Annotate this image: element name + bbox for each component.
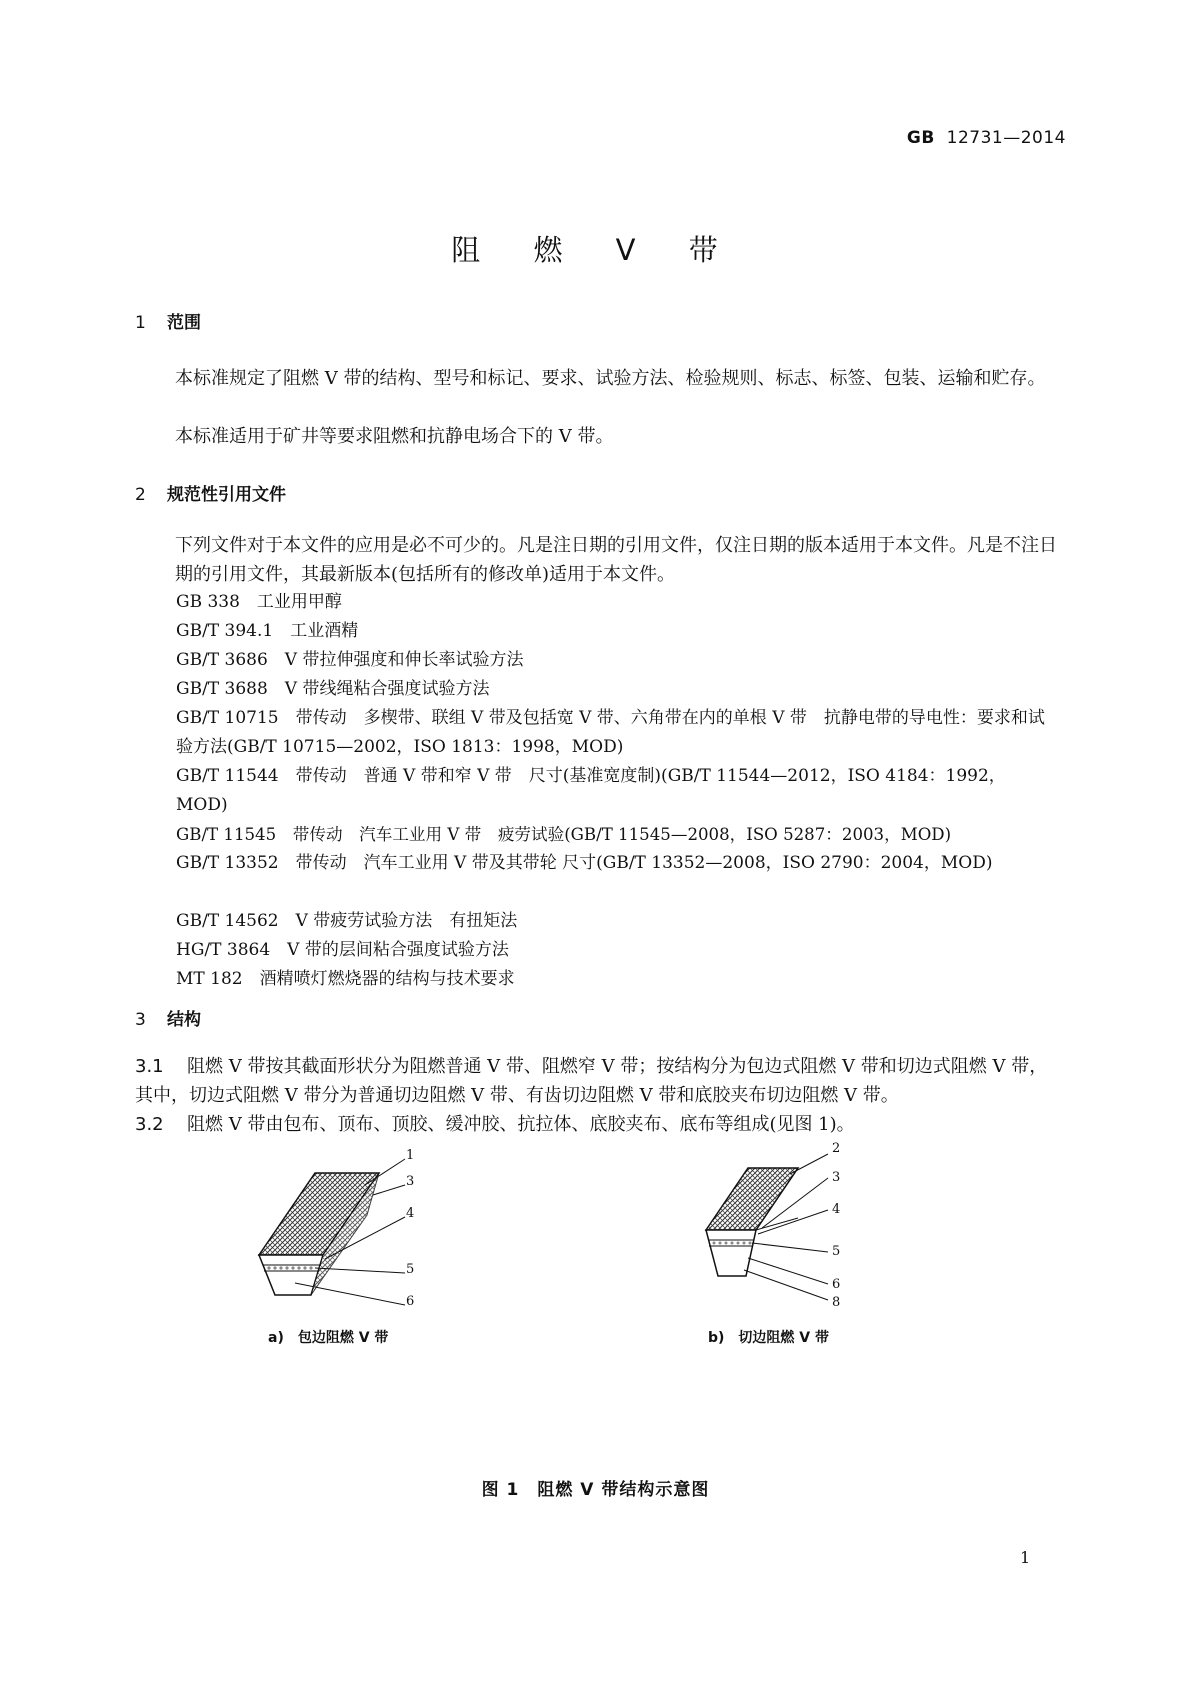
reference-item: GB/T 3686 V 带拉伸强度和伸长率试验方法 [176, 650, 524, 670]
callout-label: 4 [406, 1206, 415, 1221]
reference-item: GB/T 11544 带传动 普通 V 带和窄 V 带 尺寸(基准宽度制)(GB/T 11544—2012，ISO 4184：1992，MOD) [176, 766, 1006, 815]
callout-label: 3 [832, 1170, 841, 1185]
figure-a-wrapped-belt-diagram [255, 1155, 455, 1315]
section-1-paragraph-2: 本标准适用于矿井等要求阻燃和抗静电场合下的 V 带。 [175, 426, 614, 447]
clause-3-1: 3.1 阻燃 V 带按其截面形状分为阻燃普通 V 带、阻燃窄 V 带；按结构分为包边式阻燃 V 带和切边式阻燃 V 带，其中，切边式阻燃 V 带分为普通切边阻燃 V 带、有齿切边阻燃 V 带和底胶夹布切边阻燃 V 带。 [135, 1056, 1048, 1106]
section-3-heading: 3 结构 [135, 1010, 201, 1030]
reference-item: HG/T 3864 V 带的层间粘合强度试验方法 [176, 940, 509, 960]
callout-label: 6 [832, 1277, 841, 1292]
page-number: 1 [1020, 1548, 1031, 1567]
callout-label: 3 [406, 1174, 415, 1189]
reference-item: GB/T 394.1 工业酒精 [176, 621, 359, 641]
reference-item: MT 182 酒精喷灯燃烧器的结构与技术要求 [176, 969, 515, 989]
callout-label: 1 [406, 1148, 415, 1163]
reference-item: GB/T 10715 带传动 多楔带、联组 V 带及包括宽 V 带、六角带在内的单根 V 带 抗静电带的导电性：要求和试验方法(GB/T 10715—2002，ISO 1813：1998，MOD) [176, 708, 1045, 757]
standard-number: GB 12731—2014 [906, 128, 1066, 148]
callout-label: 8 [832, 1295, 841, 1310]
figure-b-caption: b) 切边阻燃 V 带 [708, 1330, 830, 1346]
callout-label: 5 [832, 1244, 841, 1259]
reference-item: GB/T 13352 带传动 汽车工业用 V 带及其带轮 尺寸(GB/T 13352—2008，ISO 2790：2004，MOD) [176, 853, 993, 873]
reference-item: GB/T 11545 带传动 汽车工业用 V 带 疲劳试验(GB/T 11545—2008，ISO 5287：2003，MOD) [176, 825, 952, 844]
callout-label: 4 [832, 1202, 841, 1217]
section-1-paragraph-1: 本标准规定了阻燃 V 带的结构、型号和标记、要求、试验方法、检验规则、标志、标签、包装、运输和贮存。 [175, 368, 1046, 389]
clause-3-2: 3.2 阻燃 V 带由包布、顶布、顶胶、缓冲胶、抗拉体、底胶夹布、底布等组成(见图 1)。 [135, 1114, 855, 1135]
section-1-heading: 1 范围 [135, 313, 201, 333]
callout-label: 5 [406, 1262, 415, 1277]
reference-item: GB/T 3688 V 带线绳粘合强度试验方法 [176, 679, 490, 699]
document-title: 阻 燃 V 带 [451, 233, 740, 267]
section-2-heading: 2 规范性引用文件 [135, 485, 286, 505]
callout-label: 2 [832, 1141, 841, 1156]
figure-a-caption: a) 包边阻燃 V 带 [268, 1330, 389, 1346]
section-2-intro: 下列文件对于本文件的应用是必不可少的。凡是注日期的引用文件，仅注日期的版本适用于本文件。凡是不注日期的引用文件，其最新版本(包括所有的修改单)适用于本文件。 [175, 535, 1057, 585]
callout-label: 6 [406, 1294, 415, 1309]
figure-title: 图 1 阻燃 V 带结构示意图 [481, 1480, 710, 1500]
reference-item: GB/T 14562 V 带疲劳试验方法 有扭矩法 [176, 911, 518, 931]
reference-item: GB 338 工业用甲醇 [176, 592, 342, 612]
